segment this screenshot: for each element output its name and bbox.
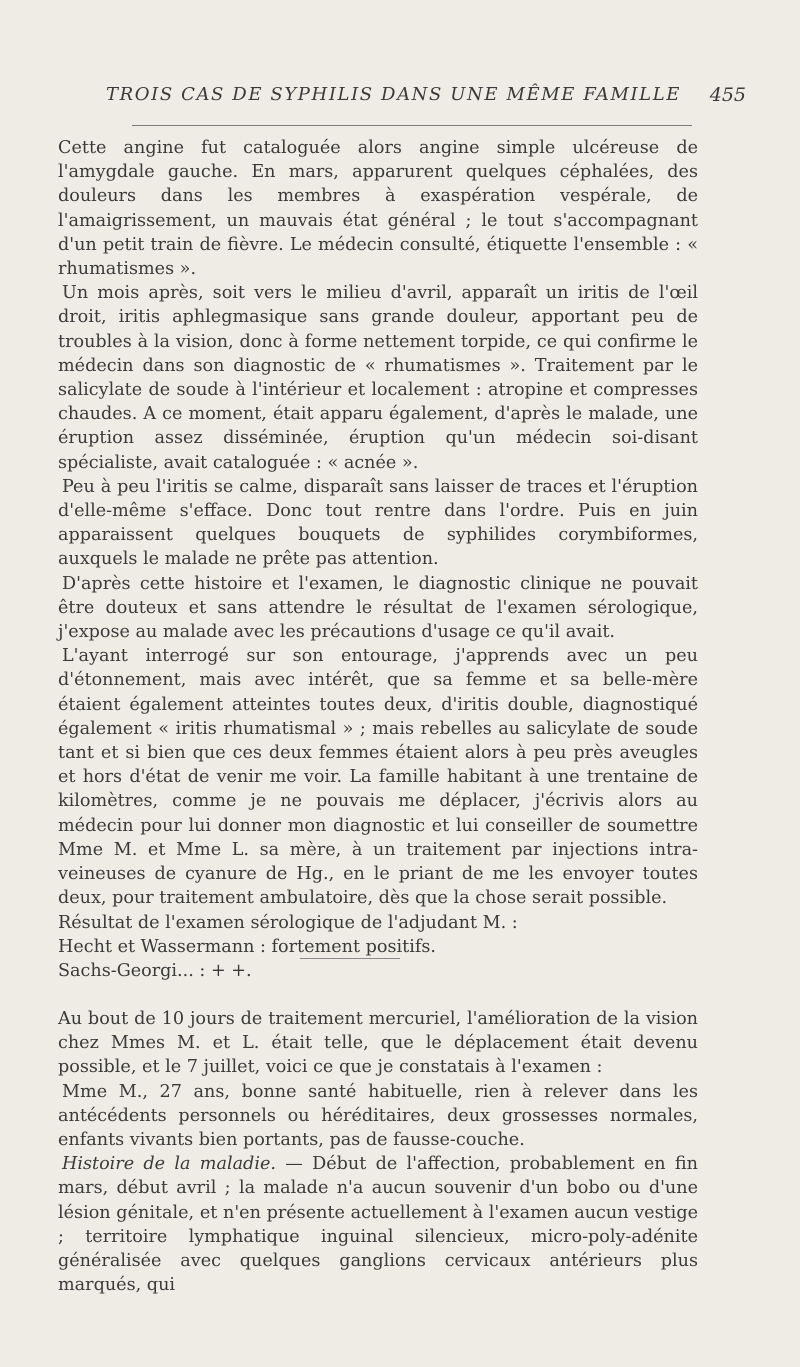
history-text: — Début de l'affection, probablement en fin mars, début avril ; la malade n'a aucun souvenir d'un bobo ou d'une lésion génitale, et n'en présente actuellement à l'examen aucun vestige ; territoire lymphatique inguinal silencieux, micro-poly-adénite généralisée avec quelques ganglions cervicaux antérieurs plus marqués, qui — [58, 1154, 698, 1296]
section-separator — [300, 958, 400, 959]
serology-result-intro: Résultat de l'examen sérologique de l'adjudant M. : — [58, 912, 518, 933]
history-paragraph — [58, 1152, 698, 1297]
header-rule — [132, 125, 692, 126]
paragraph: L'ayant interrogé sur son entourage, j'apprends avec un peu d'étonnement, mais avec intérêt, que sa femme et sa belle-mère étaient également atteintes toutes deux, d'iritis double, diagnostiqué également « iritis rhumatismal » ; mais rebelles au salicylate de soude tant et si bien que ces deux femmes étaient alors à peu près aveugles et hors d'état de venir me voir. La famille habitant à une trentaine de kilomètres, comme je ne pouvais me déplacer, j'écrivis alors au médecin pour lui donner mon diagnostic et lui conseiller de soumettre Mme M. et Mme L. sa mère, à un traitement par injections intra-veineuses de cyanure de Hg., en le priant de me les envoyer toutes deux, pour traitement ambulatoire, dès que la chose serait possible. — [58, 646, 698, 909]
running-head: TROIS CAS DE SYPHILIS DANS UNE MÊME FAMILLE — [106, 84, 682, 105]
history-label: Histoire de la maladie. — [62, 1154, 276, 1175]
paragraph: Cette angine fut cataloguée alors angine simple ulcéreuse de l'amygdale gauche. En mars, apparurent quelques céphalées, des douleurs dans les membres à exaspération vespérale, de l'amaigrissement, un mauvais état général ; le tout s'accompagnant d'un petit train de fièvre. Le médecin consulté, étiquette l'ensemble : « rhumatismes ». — [58, 138, 698, 280]
paragraph: Au bout de 10 jours de traitement mercuriel, l'amélioration de la vision chez Mmes M. et L. était telle, que le déplacement était devenu possible, et le 7 juillet, voici ce que je constatais à l'examen : — [58, 1009, 698, 1078]
paragraph: D'après cette histoire et l'examen, le diagnostic clinique ne pouvait être douteux et sans attendre le résultat de l'examen sérologique, j'expose au malade avec les précautions d'usage ce qu'il avait. — [58, 573, 698, 643]
serology-result-line: Sachs-Georgi... : + +. — [58, 960, 252, 981]
section-2 — [58, 1007, 698, 1297]
serology-result-line: Hecht et Wassermann : fortement positifs. — [58, 936, 436, 957]
page-number: 455 — [709, 84, 746, 106]
paragraph: Mme M., 27 ans, bonne santé habituelle, rien à relever dans les antécédents personnels ou héréditaires, deux grossesses normales, enfants vivants bien portants, pas de fausse-couche. — [58, 1081, 698, 1151]
section-1 — [58, 136, 698, 983]
page-header — [58, 84, 748, 116]
paragraph: Peu à peu l'iritis se calme, disparaît sans laisser de traces et l'éruption d'elle-même s'efface. Donc tout rentre dans l'ordre. Puis en juin apparaissent quelques bouquets de syphilides corymbiformes, auxquels le malade ne prête pas attention. — [58, 476, 698, 570]
paragraph: Un mois après, soit vers le milieu d'avril, apparaît un iritis de l'œil droit, iritis aphlegmasique sans grande douleur, apportant peu de troubles à la vision, donc à forme nettement torpide, ce qui confirme le médecin dans son diagnostic de « rhumatismes ». Traitement par le salicylate de soude à l'intérieur et localement : atropine et compresses chaudes. A ce moment, était apparu également, d'après le malade, une éruption assez disséminée, éruption qu'un médecin soi-disant spécialiste, avait cataloguée : « acnée ». — [58, 283, 698, 473]
